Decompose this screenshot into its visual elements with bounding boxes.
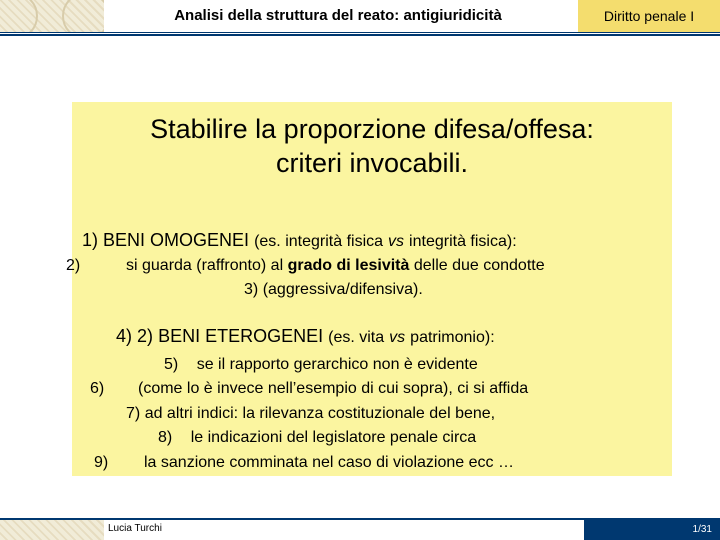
criterion-1-example-post: integrità fisica): xyxy=(409,233,517,250)
line-7-text: ad altri indici: la rilevanza costituzionale del bene, xyxy=(144,405,496,422)
line-9-text: la sanzione comminata nel caso di violazione ecc … xyxy=(144,454,514,471)
line-9-number: 9) xyxy=(94,454,109,471)
criterion-1-example-pre: (es. integrità fisica xyxy=(254,233,384,250)
line-2-bold: grado di lesività xyxy=(287,257,410,274)
line-number: 8) xyxy=(158,429,173,446)
criterion-2-line-5 xyxy=(164,356,478,374)
footer-page-bar xyxy=(584,520,720,540)
page-number: 1/31 xyxy=(692,524,712,535)
criterion-2-line-8 xyxy=(158,429,476,447)
line-6-text: (come lo è invece nell’esempio di cui sopra), ci si affida xyxy=(138,380,529,397)
slide-footer xyxy=(0,520,720,540)
slide-title-line-2: criteri invocabili. xyxy=(275,148,469,178)
line-number: 5) xyxy=(164,356,179,373)
criterion-1-line-2-number: 2) xyxy=(66,257,81,274)
course-label: Diritto penale I xyxy=(578,0,720,32)
criterion-2-example-pre: (es. vita xyxy=(328,329,385,346)
slide-header xyxy=(0,0,720,34)
criterion-number: 2) xyxy=(137,326,154,346)
header-divider-thin xyxy=(0,32,720,33)
header-divider-thick xyxy=(0,34,720,36)
line-number: 7) xyxy=(126,405,141,422)
criterion-1-line xyxy=(82,230,517,251)
criterion-2-line xyxy=(116,326,495,347)
line-2-pre: si guarda (raffronto) al xyxy=(126,257,284,274)
line-number: 1) xyxy=(82,230,99,250)
line-8-text: le indicazioni del legislatore penale circa xyxy=(190,429,477,446)
criterion-2-line-7 xyxy=(126,405,495,423)
line-2-post: delle due condotte xyxy=(413,257,545,274)
criterion-1-line-3 xyxy=(244,281,423,299)
line-3-text: (aggressiva/difensiva). xyxy=(262,281,423,298)
seal-ring-left xyxy=(0,0,38,32)
criterion-1-heading: BENI OMOGENEI xyxy=(103,230,250,250)
criterion-1-vs: vs xyxy=(388,233,405,250)
slide-title-line-1: Stabilire la proporzione difesa/offesa: xyxy=(150,114,594,144)
criterion-2-vs: vs xyxy=(389,329,406,346)
criterion-2-example-post: patrimonio): xyxy=(410,329,495,346)
criterion-1-line-2 xyxy=(126,257,545,275)
line-6-number: 6) xyxy=(90,380,105,397)
footer-seal-pattern xyxy=(0,520,104,540)
line-number: 4) xyxy=(116,326,133,346)
criterion-2-heading: BENI ETEROGENEI xyxy=(158,326,324,346)
header-title: Analisi della struttura del reato: antigiuridicità xyxy=(174,7,502,24)
university-seal-logo xyxy=(0,0,104,32)
line-5-text: se il rapporto gerarchico non è evidente xyxy=(196,356,478,373)
slide-title xyxy=(72,112,672,180)
line-number: 3) xyxy=(244,281,259,298)
seal-ring-right xyxy=(62,0,104,32)
footer-author: Lucia Turchi xyxy=(104,520,584,540)
